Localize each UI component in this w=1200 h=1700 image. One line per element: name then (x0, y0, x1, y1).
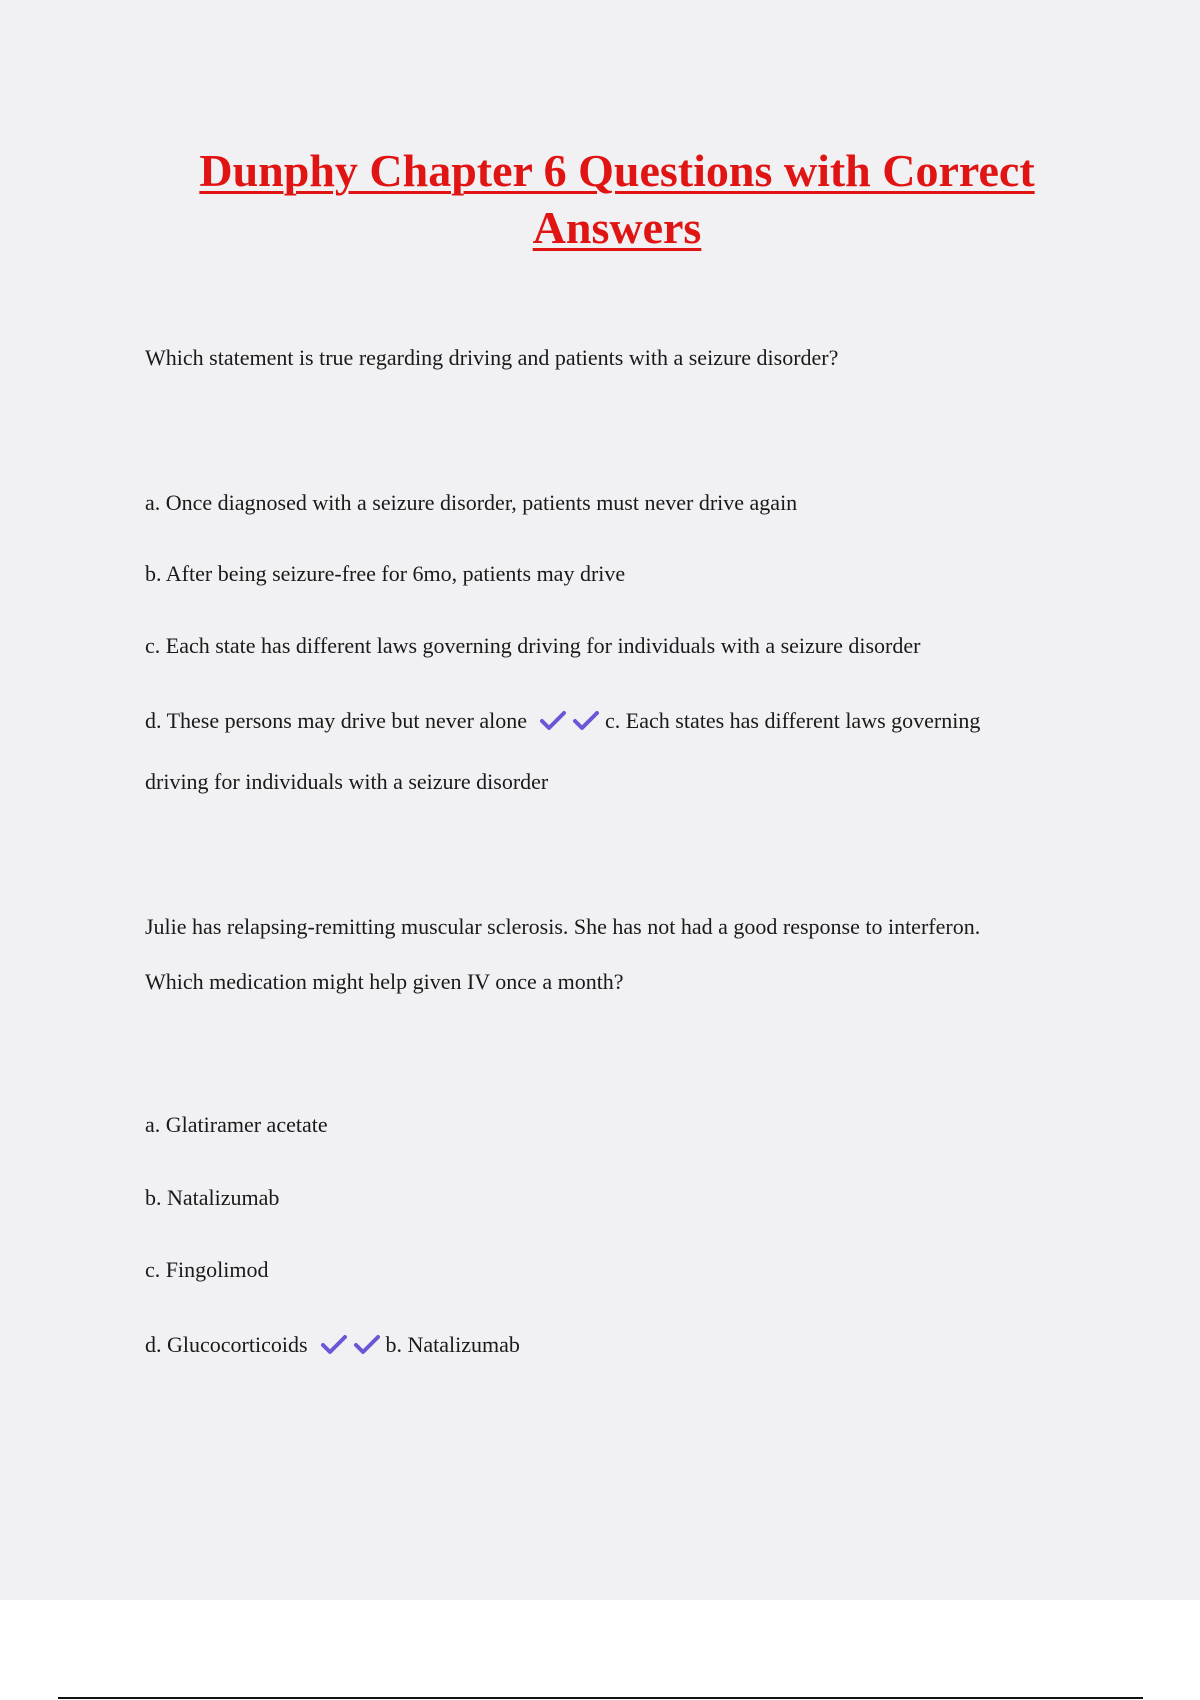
checkmark-icon (320, 1333, 348, 1355)
question-1-option-b: b. After being seizure-free for 6mo, patients may drive (145, 561, 626, 586)
question-2-option-d-with-answer (145, 1331, 520, 1359)
question-2-answer: b. Natalizumab (385, 1332, 520, 1357)
question-1-answer: c. Each states has different laws governing (605, 708, 981, 733)
question-2-stem-line-2: Which medication might help given IV once a month? (145, 969, 624, 994)
question-1-stem: Which statement is true regarding driving and patients with a seizure disorder? (145, 345, 839, 370)
question-1-option-d: d. These persons may drive but never alone (145, 708, 528, 733)
page-gap (0, 1600, 1200, 1700)
checkmark-icon (572, 709, 600, 731)
question-1-answer-continued: driving for individuals with a seizure disorder (145, 769, 549, 794)
checkmark-icon (353, 1333, 381, 1355)
question-2-option-c: c. Fingolimod (145, 1257, 269, 1282)
question-2-option-d: d. Glucocorticoids (145, 1332, 308, 1357)
next-page-rule (58, 1697, 1143, 1699)
question-2-option-b: b. Natalizumab (145, 1185, 280, 1210)
checkmark-icon (539, 709, 567, 731)
question-1-option-d-with-answer (145, 707, 980, 735)
document-title: Dunphy Chapter 6 Questions with Correct Answers (199, 145, 1035, 253)
question-1-option-a: a. Once diagnosed with a seizure disorder, patients must never drive again (145, 490, 798, 515)
question-2-stem-line-1: Julie has relapsing-remitting muscular sclerosis. She has not had a good response to interferon. (145, 914, 981, 939)
question-2-option-a: a. Glatiramer acetate (145, 1112, 328, 1137)
question-1-option-c: c. Each state has different laws governing driving for individuals with a seizure disorder (145, 633, 921, 658)
